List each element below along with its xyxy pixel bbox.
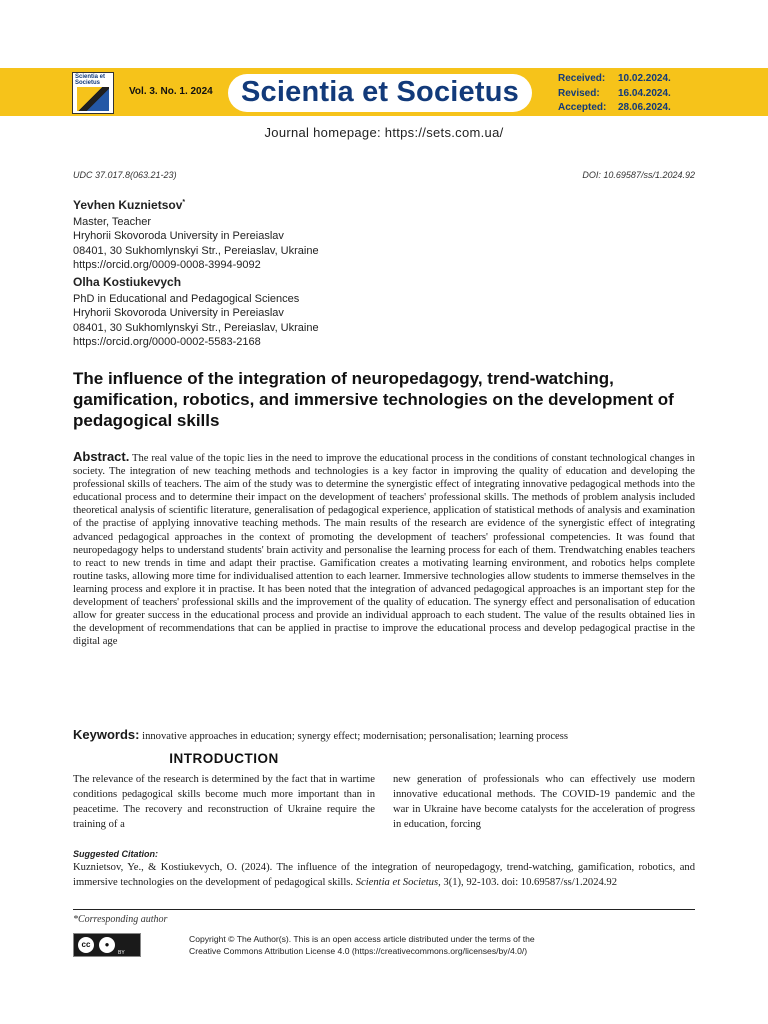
attribution-icon: ●: [99, 937, 115, 953]
abstract: [73, 450, 695, 648]
cc-by-text: BY: [118, 950, 125, 956]
intro-column-left: The relevance of the research is determined by the fact that in wartime conditions pedagogical skills become much more important than in peacetime. The recovery and reconstruction of Ukraine require the training of a: [73, 774, 375, 830]
author-name: Yevhen Kuznietsov*: [73, 198, 186, 212]
journal-logo: [72, 72, 114, 114]
logo-image: [77, 87, 109, 111]
section-heading: INTRODUCTION: [169, 751, 279, 766]
author-address: 08401, 30 Sukhomlynskyi Str., Pereiaslav, Ukraine: [73, 321, 319, 334]
keywords-text: innovative approaches in education; synergy effect; modernisation; personalisation; learning process: [142, 731, 569, 742]
author-affiliation: Hryhorii Skovoroda University in Pereiaslav: [73, 230, 284, 242]
date-revised: Revised: 16.04.2024.: [558, 87, 671, 99]
author-orcid-link[interactable]: https://orcid.org/0000-0002-5583-2168: [73, 336, 261, 348]
copyright-line: Copyright © The Author(s). This is an open access article distributed under the terms of the: [189, 934, 535, 944]
abstract-text: The real value of the topic lies in the need to improve the educational process in the conditions of constant technological changes in society. The integration of new teaching methods and technologies is a key factor in improving the quality of education and developing the professional skills of teachers. The aim of the study was to determine the synergistic effect of integrating innovative pedagogical methods into the educational process and to determine their impact on the development of teachers' professional skills. The methods of problem analysis included theoretical analysis of scientific literature, generalisation of pedagogical experience, application of statistical methods of analysis and examination of the practise of applying innovative teaching methods. The main results of the research are evidence of the synergistic effect of integrating advanced pedagogical approaches in the context of promoting the development of teachers' professional competencies. It was found that neuropedagogy helps to understand students' brain activity and personalise the learning process for each of them. Trendwatching enables teachers to react to new trends in time and adapt their practise. Gamification creates a motivating learning environment, and robotics helps complete routine tasks, allowing more time for individualised attention to each learner. Immersive technologies allow students to immerse themselves in the learning process and explore it in practise. It has been noted that the integration of advanced pedagogical approaches is an important step for the development of teachers' professional skills and the improvement of the quality of education. The synergy effect and personalisation of education allow for greater success in the educational process and provide an individual approach to each student. The value of the results obtained lies in the development of recommendations that can be applied in practise to improve the educational process and develop pedagogical practise in the digital age: [73, 453, 695, 648]
submission-dates: [558, 72, 671, 116]
volume-label: Vol. 3. No. 1. 2024: [129, 86, 213, 97]
udc-code: UDC 37.017.8(063.21-23): [73, 170, 177, 180]
author-position: PhD in Educational and Pedagogical Sciences: [73, 292, 300, 305]
suggested-citation: Kuznietsov, Ye., & Kostiukevych, O. (2024). The influence of the integration of neuropedagogy, trend-watching, gamification, robotics, and immersive technologies on the development of pedagogical skills. Scientia et Societus, 3(1), 92-103. doi: 10.69587/ss/1.2024.92: [73, 862, 695, 888]
author-1: [73, 196, 319, 273]
doi-link[interactable]: DOI: 10.69587/ss/1.2024.92: [582, 170, 695, 180]
citation-journal: Scientia et Societus: [355, 877, 439, 888]
logo-text: Scientia et Societus: [75, 74, 106, 86]
author-affiliation: Hryhorii Skovoroda University in Pereiaslav: [73, 307, 284, 319]
intro-column-right: new generation of professionals who can effectively use modern innovative educational methods. The COVID-19 pandemic and the war in Ukraine have become catalysts for the acceleration of progress in education, forcing: [393, 774, 695, 830]
cc-by-license-badge[interactable]: [73, 933, 141, 957]
date-received: Received: 10.02.2024.: [558, 73, 671, 84]
author-address: 08401, 30 Sukhomlynskyi Str., Pereiaslav, Ukraine: [73, 244, 319, 257]
corresponding-mark: *: [182, 199, 186, 206]
footer-divider: [73, 909, 695, 910]
author-orcid-link[interactable]: https://orcid.org/0009-0008-3994-9092: [73, 259, 261, 271]
date-accepted: Accepted: 28.06.2024.: [558, 102, 671, 113]
author-name: Olha Kostiukevych: [73, 275, 182, 289]
journal-title-pill: [228, 74, 532, 112]
author-2: [73, 275, 319, 350]
author-position: Master, Teacher: [73, 215, 152, 228]
cc-icon: cc: [78, 937, 94, 953]
paper-title: The influence of the integration of neuropedagogy, trend-watching, gamification, robotics, and immersive technologies on the development of pedagogical skills: [73, 369, 674, 430]
journal-homepage-link[interactable]: Journal homepage: https://sets.com.ua/: [264, 125, 504, 140]
keywords: [73, 727, 695, 742]
journal-title: Scientia et Societus: [241, 76, 519, 108]
corresponding-author-note: *Corresponding author: [73, 914, 168, 925]
abstract-label: Abstract.: [73, 449, 130, 464]
copyright-notice: [189, 933, 589, 957]
keywords-label: Keywords:: [73, 727, 140, 742]
license-link[interactable]: Creative Commons Attribution License 4.0 (https://creativecommons.org/licenses/by/4.0/): [189, 946, 528, 956]
citation-label: Suggested Citation:: [73, 849, 158, 859]
